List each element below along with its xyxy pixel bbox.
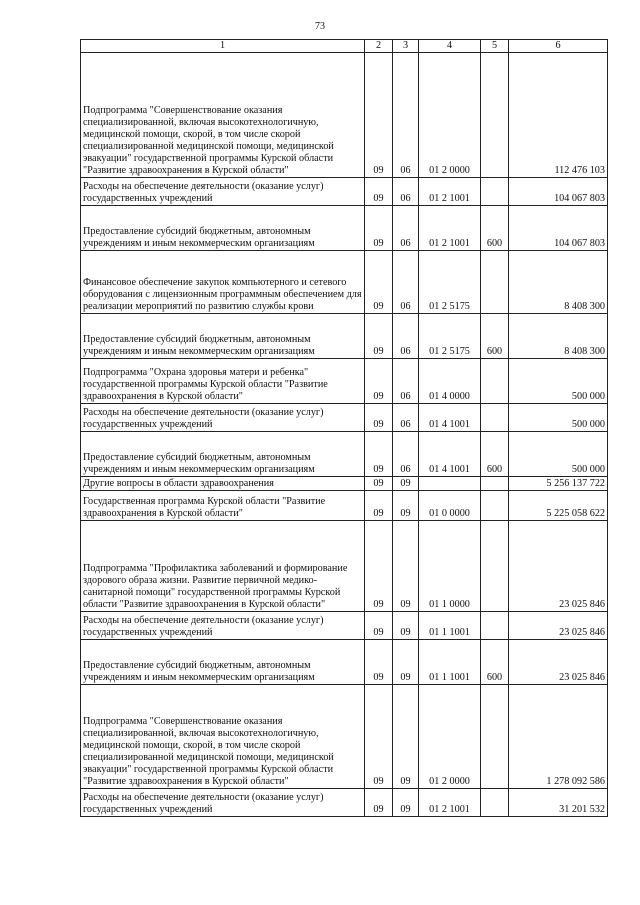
- row-subsection-cell: 06: [393, 251, 419, 314]
- row-section-cell: 09: [365, 521, 393, 612]
- row-amount-cell: 5 256 137 722: [509, 477, 608, 491]
- row-target-article-cell: 01 4 1001: [419, 432, 481, 477]
- row-target-article-cell: 01 2 1001: [419, 206, 481, 251]
- row-name-cell: Финансовое обеспечение закупок компьютерного и сетевого оборудования с лицензионным программным обеспечением для реализации мероприятий по развитию службы крови: [81, 251, 365, 314]
- row-amount-cell: 8 408 300: [509, 251, 608, 314]
- budget-table: [80, 39, 608, 817]
- row-section-cell: 09: [365, 685, 393, 789]
- row-section-cell: 09: [365, 53, 393, 178]
- row-target-article-cell: 01 1 1001: [419, 640, 481, 685]
- row-target-article-cell: 01 2 1001: [419, 789, 481, 817]
- row-amount-cell: 31 201 532: [509, 789, 608, 817]
- table-row: [81, 178, 608, 206]
- table-row: [81, 612, 608, 640]
- row-expense-type-cell: [481, 789, 509, 817]
- row-target-article-cell: 01 1 1001: [419, 612, 481, 640]
- row-expense-type-cell: [481, 251, 509, 314]
- row-target-article-cell: 01 4 0000: [419, 359, 481, 404]
- row-subsection-cell: 09: [393, 640, 419, 685]
- row-section-cell: 09: [365, 612, 393, 640]
- row-amount-cell: 23 025 846: [509, 640, 608, 685]
- row-subsection-cell: 09: [393, 491, 419, 521]
- row-subsection-cell: 06: [393, 206, 419, 251]
- row-target-article-cell: 01 1 0000: [419, 521, 481, 612]
- table-row: [81, 359, 608, 404]
- row-section-cell: 09: [365, 477, 393, 491]
- row-section-cell: 09: [365, 432, 393, 477]
- table-row: [81, 685, 608, 789]
- row-target-article-cell: 01 0 0000: [419, 491, 481, 521]
- row-amount-cell: 104 067 803: [509, 206, 608, 251]
- row-section-cell: 09: [365, 314, 393, 359]
- row-name-cell: Предоставление субсидий бюджетным, автономным учреждениям и иным некоммерческим организациям: [81, 432, 365, 477]
- row-name-cell: Государственная программа Курской области "Развитие здравоохранения в Курской области": [81, 491, 365, 521]
- header-col-target-article: 4: [419, 40, 481, 53]
- row-target-article-cell: 01 2 0000: [419, 53, 481, 178]
- row-expense-type-cell: [481, 685, 509, 789]
- row-amount-cell: 23 025 846: [509, 521, 608, 612]
- row-target-article-cell: 01 2 0000: [419, 685, 481, 789]
- row-target-article-cell: 01 2 5175: [419, 314, 481, 359]
- table-row: [81, 314, 608, 359]
- table-row: [81, 491, 608, 521]
- row-expense-type-cell: [481, 612, 509, 640]
- row-expense-type-cell: [481, 53, 509, 178]
- row-expense-type-cell: [481, 491, 509, 521]
- table-header-row: [81, 40, 608, 53]
- row-expense-type-cell: 600: [481, 206, 509, 251]
- row-name-cell: Расходы на обеспечение деятельности (оказание услуг) государственных учреждений: [81, 404, 365, 432]
- row-target-article-cell: 01 2 5175: [419, 251, 481, 314]
- row-target-article-cell: 01 2 1001: [419, 178, 481, 206]
- row-section-cell: 09: [365, 491, 393, 521]
- row-expense-type-cell: [481, 521, 509, 612]
- row-name-cell: Расходы на обеспечение деятельности (оказание услуг) государственных учреждений: [81, 612, 365, 640]
- table-row: [81, 206, 608, 251]
- row-amount-cell: 8 408 300: [509, 314, 608, 359]
- row-subsection-cell: 09: [393, 612, 419, 640]
- row-expense-type-cell: [481, 178, 509, 206]
- row-amount-cell: 1 278 092 586: [509, 685, 608, 789]
- row-subsection-cell: 06: [393, 404, 419, 432]
- table-row: [81, 521, 608, 612]
- row-section-cell: 09: [365, 640, 393, 685]
- row-subsection-cell: 09: [393, 789, 419, 817]
- row-amount-cell: 104 067 803: [509, 178, 608, 206]
- row-name-cell: Подпрограмма "Совершенствование оказания специализированной, включая высокотехнологичную, медицинской помощи, скорой, в том числе скорой специализированной медицинской помощи, медицинской эвакуации" государственной программы Курской области "Развитие здравоохранения в Курской области": [81, 685, 365, 789]
- row-name-cell: Предоставление субсидий бюджетным, автономным учреждениям и иным некоммерческим организациям: [81, 314, 365, 359]
- page-number: 73: [315, 21, 325, 32]
- row-name-cell: Другие вопросы в области здравоохранения: [81, 477, 365, 491]
- row-subsection-cell: 06: [393, 53, 419, 178]
- row-amount-cell: 5 225 058 622: [509, 491, 608, 521]
- row-subsection-cell: 06: [393, 314, 419, 359]
- row-expense-type-cell: [481, 477, 509, 491]
- header-col-amount: 6: [509, 40, 608, 53]
- row-subsection-cell: 09: [393, 685, 419, 789]
- row-section-cell: 09: [365, 251, 393, 314]
- header-col-expense-type: 5: [481, 40, 509, 53]
- row-expense-type-cell: 600: [481, 314, 509, 359]
- row-name-cell: Расходы на обеспечение деятельности (оказание услуг) государственных учреждений: [81, 789, 365, 817]
- header-col-subsection: 3: [393, 40, 419, 53]
- row-expense-type-cell: 600: [481, 640, 509, 685]
- row-amount-cell: 500 000: [509, 432, 608, 477]
- row-subsection-cell: 06: [393, 178, 419, 206]
- table-row: [81, 432, 608, 477]
- row-amount-cell: 500 000: [509, 359, 608, 404]
- row-name-cell: Предоставление субсидий бюджетным, автономным учреждениям и иным некоммерческим организациям: [81, 640, 365, 685]
- table-row: [81, 789, 608, 817]
- row-expense-type-cell: [481, 404, 509, 432]
- row-section-cell: 09: [365, 404, 393, 432]
- table-row: [81, 251, 608, 314]
- row-amount-cell: 112 476 103: [509, 53, 608, 178]
- header-col-section: 2: [365, 40, 393, 53]
- table-row: [81, 404, 608, 432]
- row-name-cell: Предоставление субсидий бюджетным, автономным учреждениям и иным некоммерческим организациям: [81, 206, 365, 251]
- row-subsection-cell: 09: [393, 477, 419, 491]
- row-subsection-cell: 09: [393, 521, 419, 612]
- row-amount-cell: 500 000: [509, 404, 608, 432]
- row-name-cell: Расходы на обеспечение деятельности (оказание услуг) государственных учреждений: [81, 178, 365, 206]
- row-name-cell: Подпрограмма "Совершенствование оказания специализированной, включая высокотехнологичную, медицинской помощи, скорой, в том числе скорой специализированной медицинской помощи, медицинской эвакуации" государственной программы Курской области "Развитие здравоохранения в Курской области": [81, 53, 365, 178]
- table-row: [81, 640, 608, 685]
- row-expense-type-cell: 600: [481, 432, 509, 477]
- row-subsection-cell: 06: [393, 359, 419, 404]
- row-target-article-cell: 01 4 1001: [419, 404, 481, 432]
- row-expense-type-cell: [481, 359, 509, 404]
- table-row: [81, 53, 608, 178]
- row-name-cell: Подпрограмма "Охрана здоровья матери и ребенка" государственной программы Курской области "Развитие здравоохранения в Курской области": [81, 359, 365, 404]
- row-section-cell: 09: [365, 206, 393, 251]
- row-target-article-cell: [419, 477, 481, 491]
- row-name-cell: Подпрограмма "Профилактика заболеваний и формирование здорового образа жизни. Развитие первичной медико-санитарной помощи" государственной программы Курской области "Развитие здравоохранения в Курской области": [81, 521, 365, 612]
- row-subsection-cell: 06: [393, 432, 419, 477]
- header-col-name: 1: [81, 40, 365, 53]
- row-section-cell: 09: [365, 789, 393, 817]
- table-row: [81, 477, 608, 491]
- row-section-cell: 09: [365, 359, 393, 404]
- row-amount-cell: 23 025 846: [509, 612, 608, 640]
- row-section-cell: 09: [365, 178, 393, 206]
